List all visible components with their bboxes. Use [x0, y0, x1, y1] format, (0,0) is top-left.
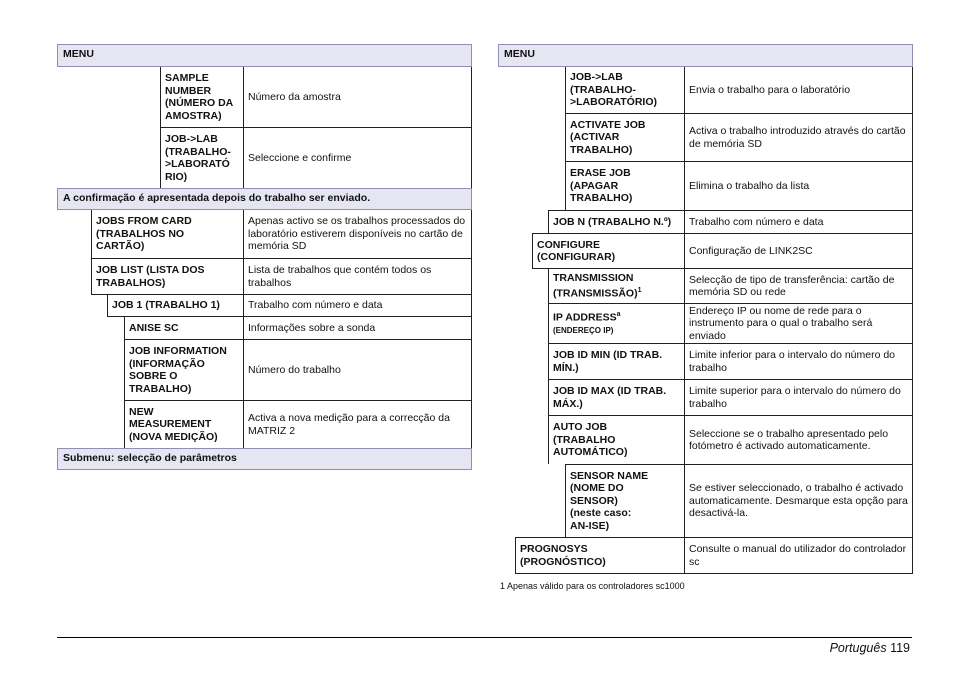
right-row-name: ERASE JOB (APAGAR TRABALHO): [570, 167, 633, 205]
right-row-desc: Envia o trabalho para o laboratório: [689, 83, 851, 96]
left-row-name: SAMPLE NUMBER (NÚMERO DA AMOSTRA): [165, 72, 234, 122]
right-row-desc: Elimina o trabalho da lista: [689, 179, 810, 192]
right-row-name: AUTO JOB (TRABALHO AUTOMÁTICO): [553, 421, 628, 459]
left-row-name: JOBS FROM CARD (TRABALHOS NO CARTÃO): [96, 215, 192, 253]
right-row-name: CONFIGURE (CONFIGURAR): [537, 238, 616, 263]
right-row-desc: Configuração de LINK2SC: [689, 244, 813, 257]
right-row-name: PROGNOSYS (PROGNÓSTICO): [520, 543, 606, 568]
right-row-name: ACTIVATE JOB (ACTIVAR TRABALHO): [570, 118, 646, 156]
footnote: 1 Apenas válido para os controladores sc1000: [500, 581, 685, 591]
right-row-name: JOB->LAB (TRABALHO- >LABORATÓRIO): [570, 71, 658, 109]
footnote-marker: 1: [637, 286, 642, 294]
left-banner-confirmation: A confirmação é apresentada depois do trabalho ser enviado.: [57, 188, 472, 210]
right-row-desc: Activa o trabalho introduzido através do cartão de memória SD: [689, 125, 906, 150]
right-row-name: [549, 269, 684, 303]
footer-rule: [57, 637, 912, 638]
left-menu-header: MENU: [57, 44, 472, 67]
transmission-label: TRANSMISSION (TRANSMISSÃO): [553, 272, 638, 300]
right-row-name: JOB N (TRABALHO N.º): [553, 215, 672, 228]
left-row-desc: Seleccione e confirme: [248, 151, 352, 164]
left-row-name: JOB->LAB (TRABALHO- >LABORATÓ RIO): [165, 133, 231, 183]
right-row-desc: Seleccione se o trabalho apresentado pelo fotómetro é activado automaticamente.: [689, 427, 889, 452]
left-row-desc: Informações sobre a sonda: [248, 321, 376, 334]
left-row-desc: Trabalho com número e data: [248, 299, 383, 312]
left-row-desc: Apenas activo se os trabalhos processados do laboratório estiverem disponíveis no cartão de memória SD: [248, 215, 466, 253]
page-footer: [830, 641, 910, 655]
left-row-desc: Activa a nova medição para a correcção da MATRIZ 2: [248, 412, 450, 437]
left-row-name: NEW MEASUREMENT (NOVA MEDIÇÃO): [129, 405, 218, 443]
right-row-desc: Se estiver seleccionado, o trabalho é activado automaticamente. Desmarque esta opção para desactivá-la.: [689, 482, 908, 520]
right-row-desc: Limite inferior para o intervalo do número do trabalho: [689, 349, 896, 374]
right-row-name: JOB ID MIN (ID TRAB. MÍN.): [553, 349, 663, 374]
footer-language: Português: [829, 641, 887, 655]
left-row-name: JOB 1 (TRABALHO 1): [112, 299, 220, 312]
left-row-name: JOB LIST (LISTA DOS TRABALHOS): [96, 264, 205, 289]
right-row-desc: Endereço IP ou nome de rede para o instrumento para o qual o trabalho será enviado: [689, 304, 873, 342]
left-row-desc: Número do trabalho: [248, 363, 341, 376]
right-row-desc: Trabalho com número e data: [689, 215, 824, 228]
left-banner-submenu: Submenu: selecção de parâmetros: [57, 448, 472, 470]
right-row-name: [549, 304, 684, 343]
right-row-desc: Selecção de tipo de transferência: cartão de memória SD ou rede: [689, 273, 895, 298]
ip-address-sublabel: (ENDEREÇO IP): [553, 326, 614, 336]
left-row-desc: Lista de trabalhos que contém todos os trabalhos: [248, 264, 432, 289]
page-number: 119: [890, 641, 910, 655]
right-row-name: SENSOR NAME (NOME DO SENSOR) (neste caso: AN-ISE): [570, 469, 649, 532]
ip-address-label: IP ADDRESS: [553, 311, 617, 324]
right-menu-header: MENU: [498, 44, 913, 67]
right-row-desc: Consulte o manual do utilizador do controlador sc: [689, 543, 907, 568]
left-row-name: JOB INFORMATION (INFORMAÇÃO SOBRE O TRABALHO): [129, 345, 227, 395]
left-row-desc: Número da amostra: [248, 90, 341, 103]
right-row-name: JOB ID MAX (ID TRAB. MÁX.): [553, 385, 667, 410]
footnote-marker: a: [616, 311, 621, 319]
right-row-desc: Limite superior para o intervalo do número do trabalho: [689, 385, 901, 410]
left-row-name: ANISE SC: [129, 321, 179, 334]
